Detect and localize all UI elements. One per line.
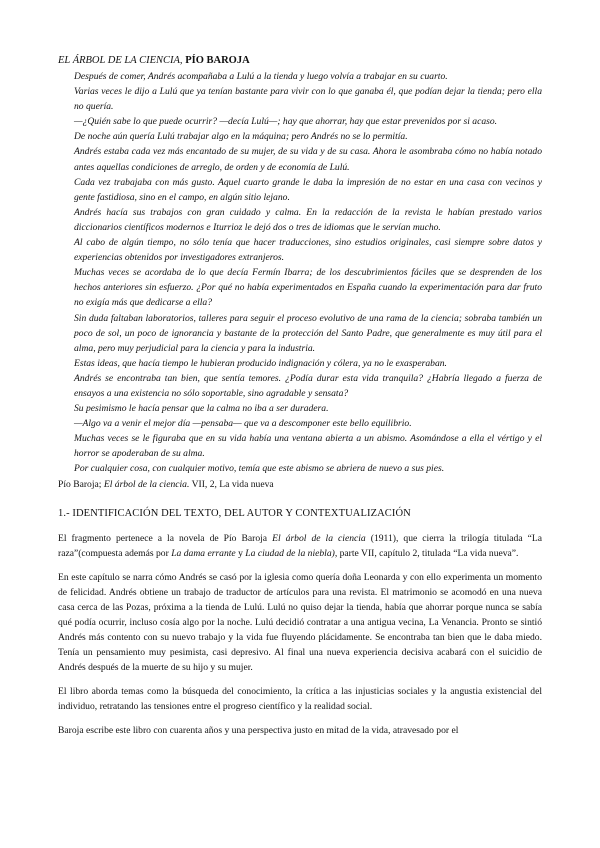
body-paragraph: Baroja escribe este libro con cuarenta años y una perspectiva justo en mitad de la vida, atravesado por el	[58, 724, 459, 736]
quote-paragraph: Sin duda faltaban laboratorios, talleres para seguir el proceso evolutivo de una rama de la ciencia; sobraba también un poco de sol, un poco de ignorancia y bastante de la protección del Santo Padre, que generalmente es muy útil para el alma, pero muy perjudicial para la ciencia y para la industria.	[74, 312, 542, 354]
quote-paragraph: Cada vez trabajaba con más gusto. Aquel cuarto grande le daba la impresión de no estar en una casa con vecinos y gente fastidiosa, sino en el campo, en algún sitio lejano.	[74, 176, 542, 203]
quote-paragraph: De noche aún quería Lulú trabajar algo en la máquina; pero Andrés no se lo permitía.	[74, 131, 408, 143]
p1-text: (1911), que cierra la trilogía titulada “La raza”(compuesta además por	[58, 532, 542, 559]
quote-paragraph: Muchas veces se le figuraba que en su vida había una ventana abierta a un abismo. Asomándose a ella el vértigo y el horror se apoderaban de su alma.	[74, 433, 542, 460]
quote-paragraph: Andrés hacía sus trabajos con gran cuidado y calma. En la redacción de la revista le habían prestado varios diccionarios científicos modernos e Iturrioz le dejó dos o tres de idiomas que le servían mucho.	[74, 206, 542, 233]
quote-paragraph: —Algo va a venir el mejor día —pensaba— que va a descomponer este bello equilibrio.	[74, 418, 412, 430]
quote-paragraph: Por cualquier cosa, con cualquier motivo, temía que este abismo se abriera de nuevo a sus pies.	[74, 463, 445, 475]
quote-paragraph: Muchas veces se acordaba de lo que decía Fermín Ibarra; de los descubrimientos fáciles que se desprenden de los hechos anteriores sin esfuerzo. ¿Por qué no había experimentados en España cuando la experimentación para dar fruto no exigía más que dedicarse a ella?	[74, 267, 542, 309]
source-rest: VII, 2, La vida nueva	[189, 478, 274, 490]
source-work: El árbol de la ciencia.	[103, 478, 190, 490]
body-paragraph: El libro aborda temas como la búsqueda del conocimiento, la crítica a las injusticias sociales y la angustia existencial del individuo, retratando las tensiones entre el progreso científico y la realidad social.	[58, 685, 542, 712]
quoted-fragment	[58, 69, 542, 477]
p1-text: y	[235, 547, 246, 559]
quote-paragraph: Andrés se encontraba tan bien, que sentía temores. ¿Podía durar esta vida tranquila? ¿Habría llegado a fuerza de ensayos a una existencia no sólo soportable, sino agradable y sensata?	[74, 372, 542, 399]
p1-text: , parte VII, capítulo 2, titulada “La vida nueva”.	[334, 547, 519, 559]
p1-work-title: La ciudad de la niebla)	[245, 547, 335, 559]
text-title	[58, 54, 542, 68]
quote-paragraph: Varias veces le dijo a Lulú que ya tenían bastante para vivir con lo que ganaba él, que podían dejar la tienda; pero ella no quería.	[74, 86, 542, 113]
p1-work-title: El árbol de la ciencia	[272, 532, 366, 544]
quote-paragraph: Estas ideas, que hacía tiempo le hubieran producido indignación y cólera, ya no le exasperaban.	[74, 357, 447, 369]
p1-work-title: La dama errante	[171, 547, 236, 559]
section-heading: 1.- IDENTIFICACIÓN DEL TEXTO, DEL AUTOR Y CONTEXTUALIZACIÓN	[58, 507, 411, 519]
body-paragraph	[58, 531, 542, 561]
body-paragraph: En este capítulo se narra cómo Andrés se casó por la iglesia como quería doña Leonarda y con ello experimenta un momento de felicidad. Andrés obtiene un trabajo de traductor de artículos para una revista. El matrimonio se acomodó en una nueva casa cerca de las Pozas, próxima a la tienda de Lulú. Lulú no quiso dejar la tienda, había que ahorrar porque nunca se sabía qué podía ocurrir, incluso cosía algo por la noche. Lulú decidió contratar a una antigua vecina, La Venancia. Pronto se sintió Andrés más contento con su nuevo trabajo y la vida fue fluyendo plácidamente. Se encontraba tan bien que le daba miedo. Tenía un pensamiento muy pesimista, casi depresivo. Al final una nueva experiencia decisiva acabará con el suicidio de Andrés después de la muerte de su hijo y su mujer.	[58, 571, 542, 673]
quote-paragraph: Al cabo de algún tiempo, no sólo tenía que hacer traducciones, sino estudios originales, casi siempre sobre datos y experiencias obtenidos por investigadores extranjeros.	[74, 237, 542, 264]
quote-source	[58, 477, 542, 492]
document-page	[58, 54, 542, 747]
analysis-body	[58, 531, 542, 738]
title-author: PÍO BAROJA	[182, 55, 250, 66]
quote-paragraph: Andrés estaba cada vez más encantado de su mujer, de su vida y de su casa. Ahora le asombraba cómo no había notado antes aquellas condiciones de arreglo, de orden y de economía de Lulú.	[74, 146, 542, 173]
source-author: Pío Baroja;	[58, 478, 104, 490]
quote-paragraph: Después de comer, Andrés acompañaba a Lulú a la tienda y luego volvía a trabajar en su cuarto.	[74, 71, 448, 82]
title-work: EL ÁRBOL DE LA CIENCIA,	[58, 55, 183, 66]
p1-text: El fragmento pertenece a la novela de Pío Baroja	[58, 532, 273, 544]
quote-paragraph: Su pesimismo le hacía pensar que la calma no iba a ser duradera.	[74, 403, 329, 415]
quote-paragraph: —¿Quién sabe lo que puede ocurrir? —decía Lulú—; hay que ahorrar, hay que estar prevenidos por si acaso.	[74, 116, 498, 128]
